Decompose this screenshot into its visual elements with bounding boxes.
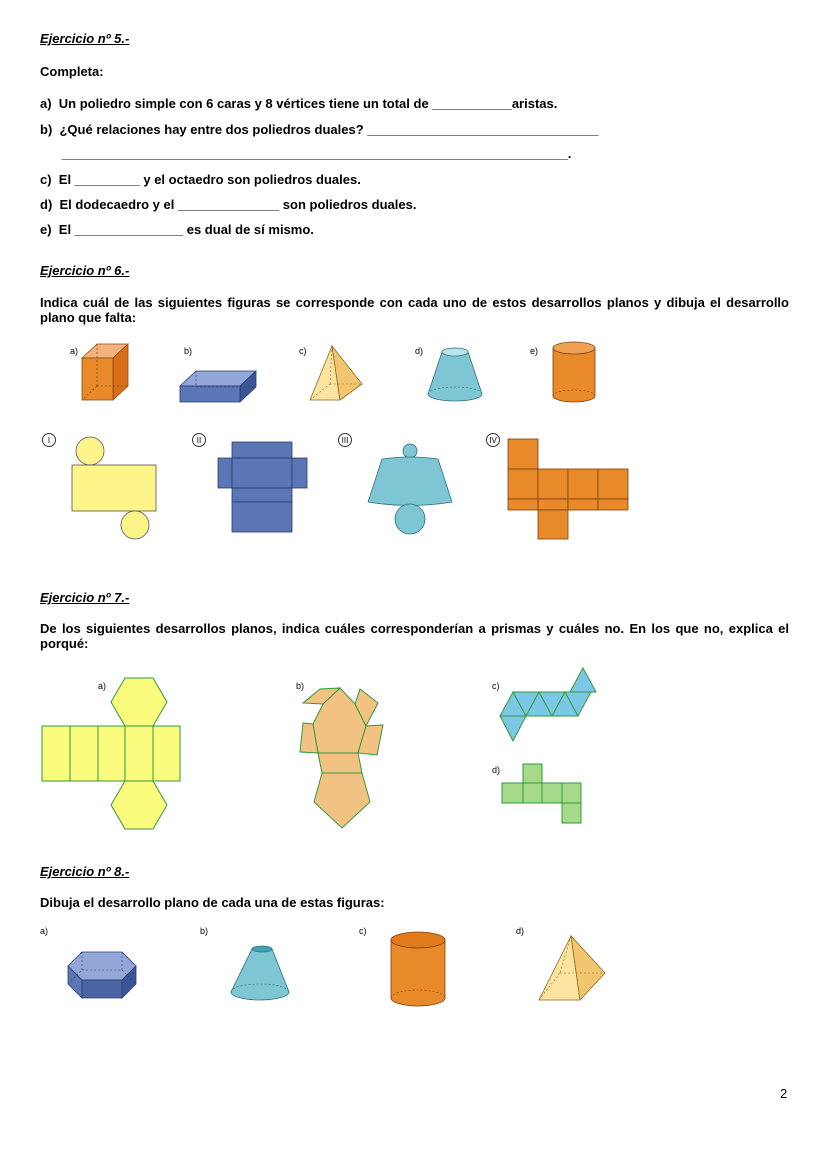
ex5-instruction: Completa: bbox=[40, 64, 104, 79]
ex5-item-a: a) Un poliedro simple con 6 caras y 8 vértices tiene un total de ___________aristas. bbox=[40, 96, 558, 111]
ex5-item-b: b) ¿Qué relaciones hay entre dos poliedros duales? ________________________________ bbox=[40, 122, 599, 137]
ex8-label-c: c) bbox=[359, 926, 367, 936]
ex5-title: Ejercicio nº 5.- bbox=[40, 31, 130, 46]
ex6-label-e: e) bbox=[530, 346, 539, 356]
ex5-item-c: c) El _________ y el octaedro son poliedros duales. bbox=[40, 172, 361, 187]
ex5-item-e: e) El _______________ es dual de sí mismo. bbox=[40, 222, 314, 237]
ex6-net-label-ii: II bbox=[192, 433, 206, 447]
ex7-title: Ejercicio nº 7.- bbox=[40, 590, 130, 605]
ex6-title: Ejercicio nº 6.- bbox=[40, 263, 130, 278]
ex6-label-b: b) bbox=[184, 346, 193, 356]
page-number: 2 bbox=[780, 1086, 788, 1101]
ex7-label-c: c) bbox=[492, 681, 500, 691]
ex6-label-a: a) bbox=[70, 346, 79, 356]
ex7-label-d: d) bbox=[492, 765, 501, 775]
ex6-label-c: c) bbox=[299, 346, 307, 356]
ex7-label-b: b) bbox=[296, 681, 305, 691]
ex6-instruction: Indica cuál de las siguientes figuras se corresponde con cada uno de estos desarrollos planos y dibuja el desarrollo plano que falta: bbox=[40, 295, 789, 325]
ex8-label-b: b) bbox=[200, 926, 209, 936]
ex8-figure-c-cylinder bbox=[391, 932, 445, 1006]
ex8-label-a: a) bbox=[40, 926, 49, 936]
ex6-net-label-iii: III bbox=[338, 433, 352, 447]
ex8-figure-b-frustum bbox=[231, 946, 289, 1000]
ex8-instruction: Dibuja el desarrollo plano de cada una de estas figuras: bbox=[40, 895, 385, 910]
ex7-label-a: a) bbox=[98, 681, 107, 691]
ex5-item-d: d) El dodecaedro y el ______________ son poliedros duales. bbox=[40, 197, 417, 212]
ex6-label-d: d) bbox=[415, 346, 424, 356]
ex6-net-label-i: I bbox=[42, 433, 56, 447]
ex6-net-label-iv: IV bbox=[486, 433, 500, 447]
ex8-title: Ejercicio nº 8.- bbox=[40, 864, 130, 879]
ex8-label-d: d) bbox=[516, 926, 525, 936]
ex7-instruction: De los siguientes desarrollos planos, indica cuáles corresponderían a prismas y cuáles no. En los que no, explica el porqué: bbox=[40, 621, 789, 651]
ex8-figure-a-hexagonal-prism bbox=[68, 952, 136, 998]
ex5-item-b-continuation: ______________________________________________________________________. bbox=[40, 146, 572, 161]
ex8-figure-d-pyramid bbox=[539, 936, 605, 1000]
